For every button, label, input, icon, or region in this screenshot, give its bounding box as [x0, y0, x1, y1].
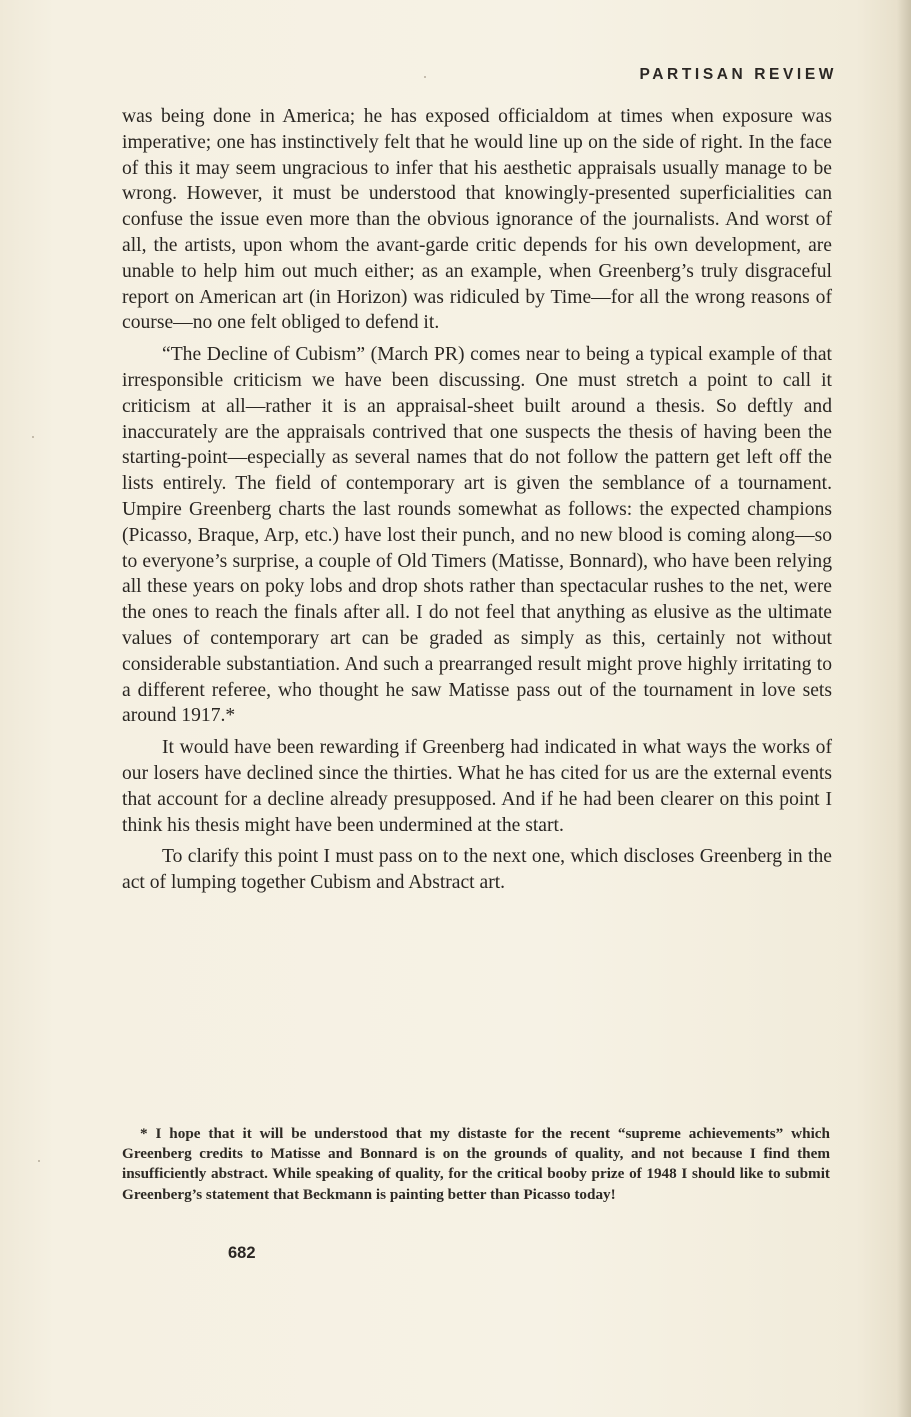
- footnote: * I hope that it will be understood that my distaste for the recent “supreme achievements” which Greenberg credits to Matisse and Bonnard is on the grounds of quality, and not because I find them insufficiently abstract. While speaking of quality, for the critical booby prize of 1948 I should like to submit Greenberg’s statement that Beckmann is painting better than Picasso today!: [122, 1125, 830, 1203]
- paper-speck: [38, 1160, 40, 1162]
- page-number: 682: [228, 1244, 256, 1262]
- running-head: PARTISAN REVIEW: [639, 66, 837, 83]
- paragraph-continuation: was being done in America; he has exposed officialdom at times when exposure was imperative; one has instinctively felt that he would line up on the side of right. In the face of this it may seem ungracious to infer that his aesthetic appraisals usually manage to be wrong. However, it must be understood that knowingly-presented superficialities can confuse the issue even more than the obvious ignorance of the journalists. And worst of all, the artists, upon whom the avant-garde critic depends for his own development, are unable to help him out much either; as an example, when Greenberg’s truly disgraceful report on American art (in Horizon) was ridiculed by Time—for all the wrong reasons of course—no one felt obliged to defend it.: [122, 106, 832, 334]
- page-edge-shadow: [897, 0, 911, 1417]
- paragraph-rewarding: It would have been rewarding if Greenberg had indicated in what ways the works of our losers have declined since the thirties. What he has cited for us are the external events that account for a decline already presupposed. And if he had been clearer on this point I think his thesis might have been undermined at the start.: [122, 737, 832, 836]
- paper-speck: [424, 76, 426, 78]
- paragraph-clarify: To clarify this point I must pass on to the next one, which discloses Greenberg in the act of lumping together Cubism and Abstract art.: [122, 846, 832, 894]
- paragraph-decline-of-cubism: “The Decline of Cubism” (March PR) comes near to being a typical example of that irresponsible criticism we have been discussing. One must stretch a point to call it criticism at all—rather it is an appraisal-sheet built around a thesis. So deftly and inaccurately are the appraisals contrived that one suspects the thesis of having been the starting-point—especially as several names that do not follow the pattern get left off the lists entirely. The field of contemporary art is given the semblance of a tournament. Umpire Greenberg charts the last rounds somewhat as follows: the expected champions (Picasso, Braque, Arp, etc.) have lost their punch, and no new blood is coming along—so to everyone’s surprise, a couple of Old Timers (Matisse, Bonnard), who have been relying all these years on poky lobs and drop shots rather than spectacular rushes to the net, were the ones to reach the finals after all. I do not feel that anything as elusive as the ultimate values of contemporary art can be graded as simply as this, certainly not without considerable substantiation. And such a prearranged result might prove highly irritating to a different referee, who thought he saw Matisse pass out of the tournament in love sets around 1917.*: [122, 344, 832, 727]
- paper-speck: [32, 436, 34, 438]
- article-body: [122, 104, 832, 896]
